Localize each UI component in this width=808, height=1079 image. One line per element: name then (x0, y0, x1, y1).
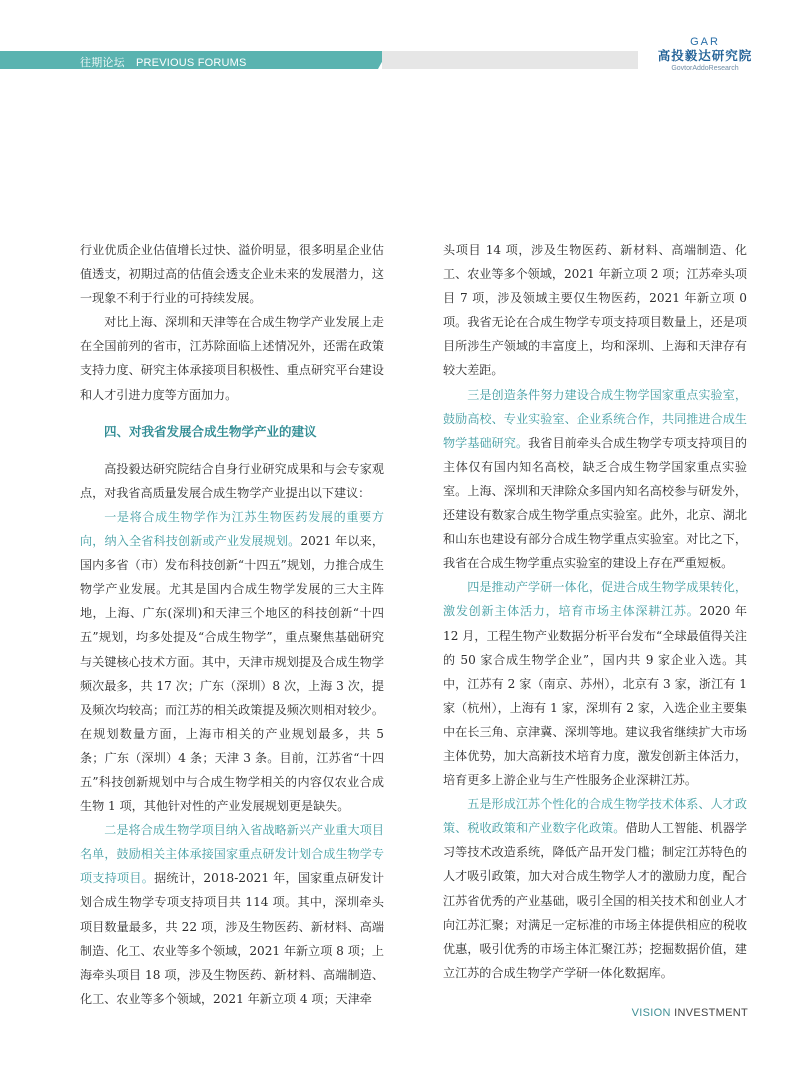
logo-english-name: GovtorAddoResearch (671, 65, 739, 72)
logo-top-text: GAR (690, 36, 720, 48)
paragraph (443, 383, 747, 576)
logo-chinese-name: 高投毅达研究院 (657, 49, 753, 63)
paragraph: 行业优质企业估值增长过快、溢价明显，很多明星企业估值透支，初期过高的估值会透支企业未来的发展潜力，这一现象不利于行业的可持续发展。 (80, 243, 384, 306)
section-label: 往期论坛 PREVIOUS FORUMS (80, 57, 247, 69)
paragraph (80, 818, 384, 1011)
highlight-text: 二是将合成生物学项目纳入省战略新兴产业重大项目名单，鼓励相关主体承接国家重点研发计划合成生物学专项支持项目。 (80, 823, 384, 886)
paragraph-text: 我省目前牵头合成生物学专项支持项目的主体仅有国内知名高校，缺乏合成生物学国家重点实验室。上海、深圳和天津除众多国内知名高校参与研发外，还建设有数家合成生物学重点实验室。此外，北京、湖北和山东也建设有部分合成生物学重点实验室。对比之下，我省在合成生物学重点实验室的建设上存在严重短板。 (443, 435, 747, 571)
right-column (443, 238, 747, 985)
paragraph-text: 2020 年 12 月，工程生物产业数据分析平台发布“全球最值得关注的 50 家合成生物学企业”，国内共 9 家企业入选。其中，江苏有 2 家（南京、苏州），北京有 3 家，浙江有 1 家（杭州），上海有 1 家，深圳有 2 家，入选企业主要集中在长三角、京津冀、深圳等地。建议我省继续扩大市场主体优势，加大高新技术培育力度，激发创新主体活力，培育更多上游企业与生产性服务企业深耕江苏。 (443, 604, 747, 788)
paragraph-text: 2021 年以来，国内多省（市）发布科技创新“十四五”规划，力推合成生物学产业发展。尤其是国内合成生物学发展的三大主阵地，上海、广东(深圳)和天津三个地区的科技创新“十四五”规划，均多处提及“合成生物学”，重点聚焦基础研究与关键核心技术方面。其中，天津市规划提及合成生物学频次最多，共 17 次；广东（深圳）8 次，上海 3 次，提及频次均较高；而江苏的相关政策提及频次则相对较少。在规划数量方面，上海市相关的产业规划最多，共 5 条；广东（深圳）4 条；天津 3 条。目前，江苏省“十四五”科技创新规划中与合成生物学相关的内容仅农业合成生物 1 项，其他针对性的产业发展规划更是缺失。 (80, 534, 384, 814)
paragraph-text: 借助人工智能、机器学习等技术改造系统，降低产品开发门槛；制定江苏特色的人才吸引政策，加大对合成生物学人才的激励力度，配合江苏省优秀的产业基础，吸引全国的相关技术和创业人才向江苏汇聚；对满足一定标准的市场主体提供相应的税收优惠，吸引优秀的市场主体汇聚江苏；挖掘数据价值，建立江苏的合成生物学产学研一体化数据库。 (443, 821, 747, 980)
highlight-text: 三是创造条件努力建设合成生物学国家重点实验室，鼓励高校、专业实验室、企业系统合作，共同推进合成生物学基础研究。 (443, 387, 747, 450)
paragraph (443, 792, 747, 985)
footer-vision: VISION (631, 1007, 671, 1019)
highlight-text: 五是形成江苏个性化的合成生物学技术体系、人才政策、税收政策和产业数字化政策。 (443, 797, 747, 836)
paragraph-text: 据统计，2018-2021 年，国家重点研发计划合成生物学专项支持项目共 114 项。其中，深圳牵头项目数量最多，共 22 项，涉及生物医药、新材料、高端制造、化工、农业等多个领域，2021 年新立项 8 项；上海牵头项目 18 项，涉及生物医药、新材料、高端制造、化工、农业等多个领域，2021 年新立项 4 项；天津牵 (80, 871, 384, 1006)
footer-investment: INVESTMENT (674, 1007, 748, 1019)
paragraph (80, 505, 384, 818)
paragraph: 对比上海、深圳和天津等在合成生物学产业发展上走在全国前列的省市，江苏除面临上述情况外，还需在政策支持力度、研究主体承接项目积极性、重点研究平台建设和人才引进力度等方面加力。 (80, 315, 384, 402)
paragraph (443, 575, 747, 792)
highlight-text: 四是推动产学研一体化，促进合成生物学成果转化，激发创新主体活力，培育市场主体深耕江苏。 (443, 580, 747, 619)
header-gray-band (382, 51, 638, 69)
section-heading: 四、对我省发展合成生物学产业的建议 (104, 423, 317, 439)
footer-brand (632, 1007, 748, 1019)
paragraph: 高投毅达研究院结合自身行业研究成果和与会专家观点，对我省高质量发展合成生物学产业提出以下建议： (80, 461, 384, 500)
paragraph: 头项目 14 项，涉及生物医药、新材料、高端制造、化工、农业等多个领域，2021 年新立项 2 项；江苏牵头项目 7 项，涉及领域主要仅生物医药，2021 年新立项 0 项。我省无论在合成生物学专项支持项目数量上，还是项目所涉生产领域的丰富度上，均和深圳、上海和天津存有较大差距。 (443, 243, 747, 378)
gar-logo (650, 36, 760, 73)
highlight-text: 一是将合成生物学作为江苏生物医药发展的重要方向，纳入全省科技创新或产业发展规划。 (80, 509, 384, 549)
left-column (80, 238, 384, 1011)
